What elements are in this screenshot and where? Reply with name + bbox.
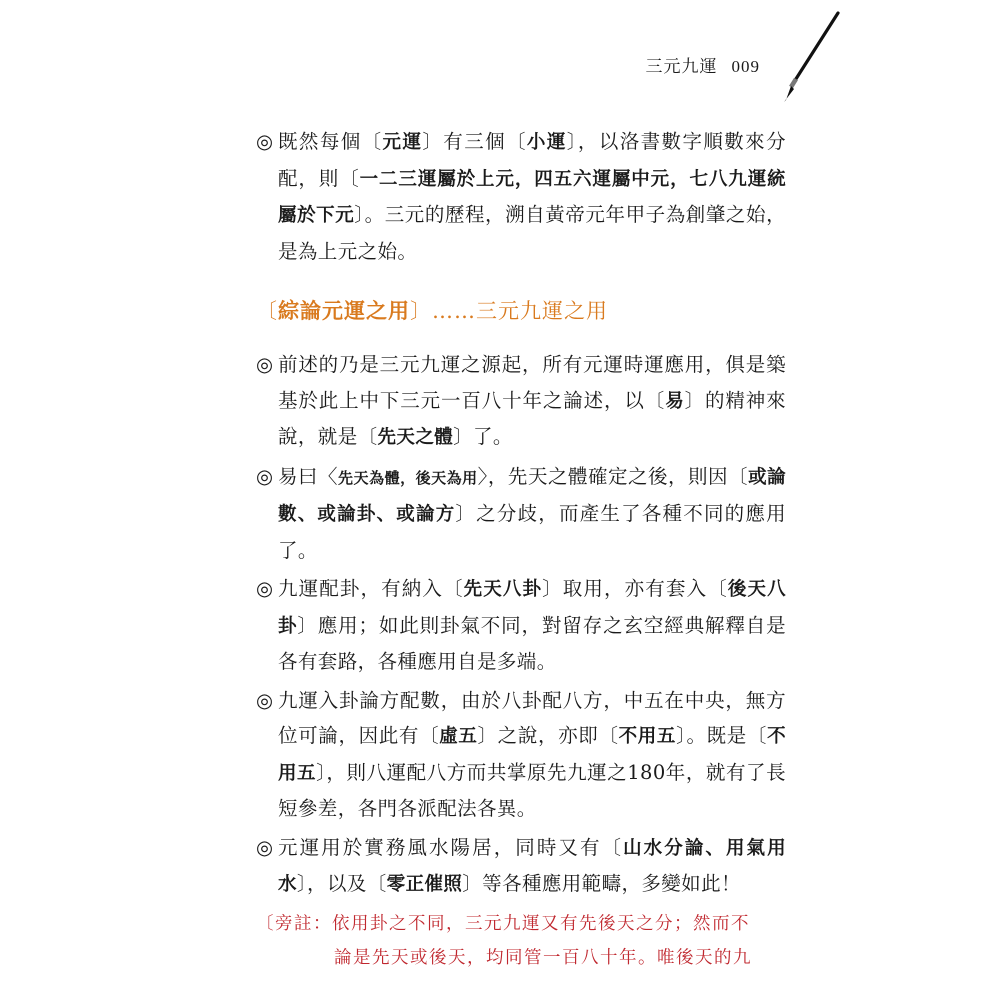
page-number: 009 [731, 57, 760, 76]
bullet-mark: ◎ [256, 353, 274, 376]
side-note-line-1: 〔旁註：依用卦之不同，三元九運又有先後天之分；然而不 [256, 913, 750, 934]
paragraph-3: ◎ 易曰〈先天為體，後天為用〉，先天之體確定之後，則因〔或論數、或論卦、或論方〕之分歧，而產生了各種不同的應用了。 [256, 459, 786, 569]
bullet-mark: ◎ [256, 577, 274, 600]
paragraph-4: ◎ 九運配卦，有納入〔先天八卦〕取用，亦有套入〔後天八卦〕應用；如此則卦氣不同，對留存之玄空經典解釋自是各有套路，各種應用自是多端。 [256, 571, 786, 680]
running-header [560, 52, 760, 77]
chapter-title: 三元九運 [645, 57, 718, 77]
bullet-mark: ◎ [256, 130, 274, 153]
main-text [256, 124, 786, 975]
bullet-mark: ◎ [256, 688, 274, 712]
section-heading: 〔綜論元運之用〕……三元九運之用 [256, 299, 608, 323]
paragraph-2: ◎ 前述的乃是三元九運之源起，所有元運時運應用，俱是築基於此上中下三元一百八十年之論述，以〔易〕的精神來說，就是〔先天之體〕了。 [256, 347, 786, 456]
calligraphy-brush-icon [776, 10, 846, 105]
bullet-mark: ◎ [256, 464, 274, 488]
paragraph-1: ◎ 既然每個〔元運〕有三個〔小運〕，以洛書數字順數來分配，則〔一二三運屬於上元，四五六運屬中元，七八九運統屬於下元〕。三元的歷程，溯自黃帝元年甲子為創肇之始，是為上元之始。 [256, 124, 786, 269]
paragraph-6: ◎ 元運用於實務風水陽居，同時又有〔山水分論、用氣用水〕，以及〔零正催照〕等各種應用範疇，多變如此！ [256, 830, 786, 903]
paragraph-5: ◎ 九運入卦論方配數，由於八卦配八方，中五在中央，無方位可論，因此有〔虛五〕之說，亦即〔不用五〕。既是〔不用五〕，則八運配八方而共掌原先九運之180年，就有了長短參差，各門各派配法各異。 [256, 683, 786, 827]
side-note-line-2: 論是先天或後天，均同管一百八十年。唯後天的九 [334, 947, 752, 968]
side-note [256, 907, 786, 975]
bullet-mark: ◎ [256, 835, 274, 859]
